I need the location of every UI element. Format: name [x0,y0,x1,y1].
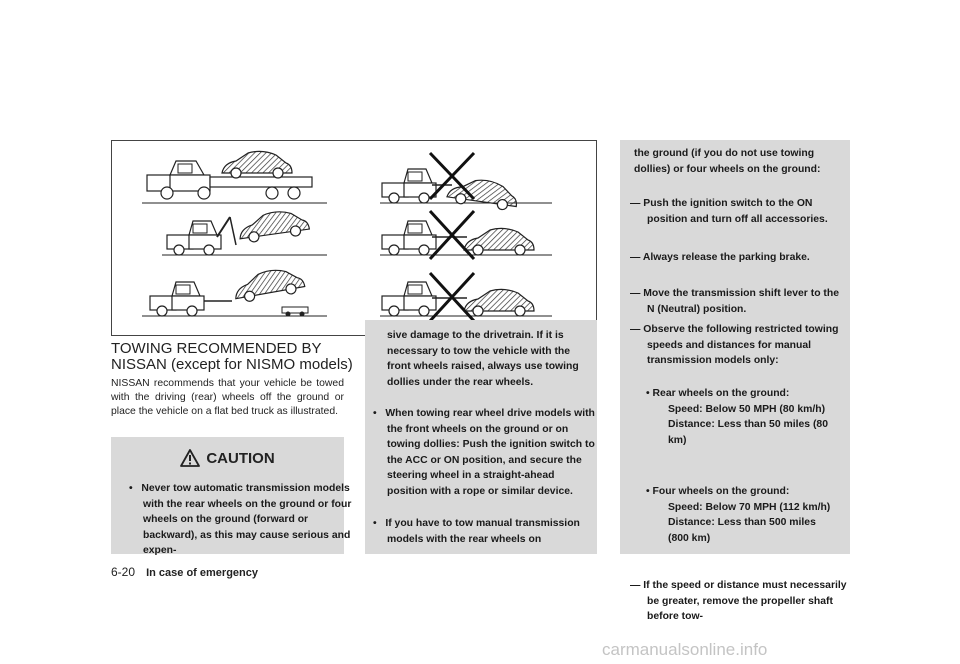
dolly-tow-drawing [142,265,327,316]
caution-bullet-2 [365,406,597,500]
step-restricted-speeds: — Observe the following restricted towing speeds and distances for manual transmission models only: [630,324,839,367]
caution-title: CAUTION [206,450,275,467]
caution-column-3 [620,140,850,623]
rear-wheels-title: Rear wheels on the ground: [652,388,790,399]
bullet-dot: • [646,388,653,399]
caution-bullet-1-text: Never tow automatic transmission models with the rear wheels on the ground or four wheels on the ground (forward or backward), as this may cause serious and expen- [141,483,352,557]
page-number: 6-20 [111,565,136,579]
bullet-dot: • [373,408,386,419]
rear-wheels-speed: Speed: Below 50 MPH (80 km/h) [668,403,826,415]
watermark: carmanualsonline.info [602,640,768,659]
bullet-dot: • [129,483,142,494]
four-wheels-title: Four wheels on the ground: [652,486,790,497]
intro-paragraph: NISSAN recommends that your vehicle be towed with the driving (rear) wheels off the ground or place the vehicle on a flat bed truck as illustrated. [111,378,344,417]
caution-bullet-3-continued: the ground (if you do not use towing dollies) or four wheels on the ground: [634,148,821,175]
four-wheels-distance: Distance: Less than 500 miles (800 km) [668,517,816,544]
flatbed-truck-drawing [142,151,327,203]
step-parking-brake: — Always release the parking brake. [630,252,810,263]
caution-bullet-2-text: When towing rear wheel drive models with the front wheels on the ground or on towing dollies: Push the ignition switch to the ACC or ON position, and secure the steering wheel in a straight-ahead position with a rope or similar device. [385,408,595,497]
caution-bullet-3-text: If you have to tow manual transmission models with the rear wheels on [385,518,580,545]
step-shift-neutral: — Move the transmission shift lever to the N (Neutral) position. [630,288,840,315]
towing-illustration [111,140,597,336]
bullet-dot: • [373,518,386,529]
caution-box [111,437,352,557]
step-ignition: — Push the ignition switch to the ON position and turn off all accessories. [630,198,828,225]
caution-heading [111,449,344,467]
bullet-dot: • [646,486,653,497]
prohibited-method-3-drawing [380,273,552,321]
towing-diagram [112,141,596,335]
wheel-lift-truck-drawing [162,208,327,255]
warning-triangle-icon [180,449,200,467]
rear-wheels-limit [646,386,836,448]
prohibited-method-2-drawing [380,211,552,259]
four-wheels-limit [646,484,836,546]
rear-wheels-distance: Distance: Less than 50 miles (80 km) [668,419,828,446]
page-footer [111,565,258,579]
caution-bullet-3 [365,516,597,547]
prohibited-method-1-drawing [380,153,552,211]
step-remove-propeller-shaft: — If the speed or distance must necessarily be greater, remove the propeller shaft before tow- [630,580,847,623]
section-name: In case of emergency [146,567,258,579]
section-heading: TOWING RECOMMENDED BY NISSAN (except for NISMO models) [111,340,353,373]
caution-bullet-1 [121,481,357,559]
caution-column-2 [365,320,597,554]
caution-bullet-1-continued: sive damage to the drivetrain. If it is necessary to tow the vehicle with the front wheels raised, always use towing dollies under the rear wheels. [387,330,579,388]
four-wheels-speed: Speed: Below 70 MPH (112 km/h) [668,501,831,513]
